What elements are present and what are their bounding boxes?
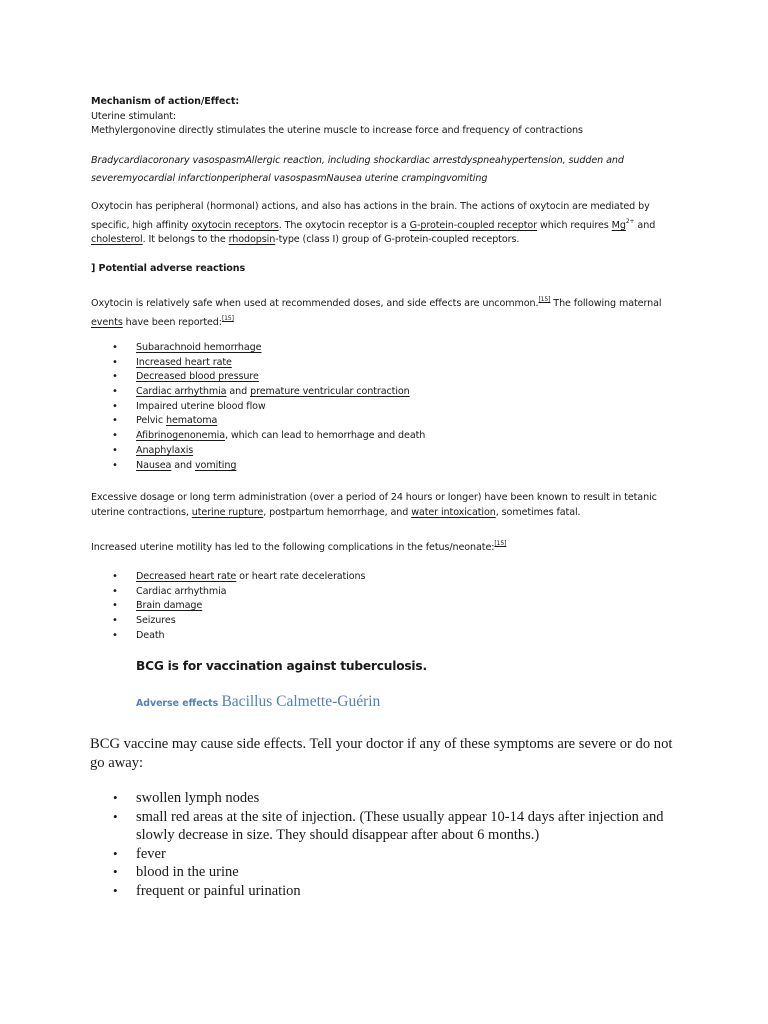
list-item	[90, 614, 365, 629]
list-item-text: Impaired uterine blood flow	[136, 400, 266, 412]
paragraph-text: which requires	[537, 219, 612, 231]
uterine-rupture-link[interactable]: uterine rupture	[191, 506, 264, 518]
list-item	[90, 444, 425, 459]
italic-text: vomiting	[445, 173, 488, 184]
list-item-text: Cardiac arrhythmia	[136, 585, 227, 597]
methylergonovine-adverse-paragraph	[91, 152, 631, 188]
list-item-link[interactable]: Decreased heart rate	[136, 571, 237, 582]
magnesium-link[interactable]: Mg	[611, 219, 626, 231]
water-intoxication-link[interactable]: water intoxication	[411, 506, 496, 518]
list-item-link[interactable]: Cardiac arrhythmia	[136, 386, 227, 398]
list-item-text: and	[226, 386, 251, 398]
italic-text: coronary vasospasm	[147, 155, 246, 166]
paragraph-text: Oxytocin is relatively safe when used at recommended doses, and side effects are uncommon.	[91, 298, 539, 309]
mechanism-line-1: Uterine stimulant:	[91, 110, 176, 122]
citation-link[interactable]: [15]	[221, 314, 234, 322]
list-item-text: Pelvic	[136, 415, 166, 427]
bcg-subheading-small: Adverse effects	[136, 698, 222, 709]
paragraph-text: Increased uterine motility has led to the following complications in the fetus/neonate:	[91, 542, 495, 553]
adverse-reactions-heading: ] Potential adverse reactions	[91, 263, 246, 274]
oxytocin-receptors-link[interactable]: oxytocin receptors	[191, 219, 279, 231]
list-item-link[interactable]: Brain damage	[136, 600, 203, 612]
list-item-text: Seizures	[136, 615, 176, 627]
mechanism-heading: Mechanism of action/Effect:	[91, 96, 240, 107]
italic-text: Nausea	[326, 173, 365, 184]
superscript: 2+	[625, 217, 635, 225]
mechanism-section	[91, 95, 691, 139]
citation-link[interactable]: [15]	[494, 540, 507, 547]
italic-text: dyspnea	[460, 155, 501, 166]
bcg-intro: BCG vaccine may cause side effects. Tell your doctor if any of these symptoms are severe or do not go away:	[90, 736, 673, 771]
italic-text: hypertension	[500, 155, 563, 166]
paragraph-text: The following maternal	[550, 298, 662, 309]
safety-paragraph	[91, 293, 689, 330]
list-item-link[interactable]: vomiting	[194, 459, 237, 471]
italic-text: ardiac arrest	[400, 155, 461, 166]
paragraph-text: -type (class I) group of G-protein-coupled receptors.	[275, 234, 520, 246]
paragraph-text: , postpartum hemorrhage, and	[263, 506, 412, 518]
paragraph-text: Oxytocin has peripheral (hormonal) actions, and also has actions in the brain. The actions of oxytocin are mediated by specific, high affinity	[91, 201, 650, 231]
list-item: • frequent or painful urination	[108, 882, 673, 901]
italic-text: Allergic reaction, including shock	[245, 155, 401, 166]
list-item	[90, 356, 425, 371]
rhodopsin-link[interactable]: rhodopsin	[228, 234, 276, 246]
list-item-link[interactable]: hematoma	[165, 415, 218, 427]
paragraph-text: , sometimes fatal.	[495, 506, 581, 518]
list-item	[90, 385, 425, 400]
list-item: • small red areas at the site of injection. (These usually appear 10-14 days after injection and slowly decrease in size. They should disappear after about 6 months.)	[108, 808, 673, 845]
list-item	[90, 370, 425, 385]
bcg-subheading-large: Bacillus Calmette-Guérin	[221, 693, 381, 710]
dosage-paragraph	[91, 491, 689, 520]
list-item-link[interactable]: Nausea	[136, 459, 172, 471]
citation-link[interactable]: [15]	[538, 296, 551, 303]
list-item	[90, 414, 425, 429]
bcg-symptoms-list	[108, 789, 673, 901]
bcg-subheading	[136, 693, 380, 711]
maternal-events-list	[90, 341, 425, 473]
paragraph-text: and	[634, 219, 656, 231]
italic-text: peripheral vasospasm	[222, 173, 327, 184]
list-item	[90, 570, 365, 585]
list-item	[90, 599, 365, 614]
list-item	[90, 585, 365, 600]
oxytocin-paragraph	[91, 200, 689, 248]
list-item-link[interactable]: Anaphylaxis	[136, 444, 194, 456]
list-item	[90, 459, 425, 474]
list-item-text: , which can lead to hemorrhage and death	[225, 430, 426, 442]
gpcr-link[interactable]: G-protein-coupled receptor	[409, 219, 538, 231]
motility-paragraph	[91, 537, 689, 556]
list-item-text: or heart rate decelerations	[236, 571, 366, 582]
cholesterol-link[interactable]: cholesterol	[91, 234, 143, 246]
list-item: • fever	[108, 845, 673, 864]
fetal-complications-list	[90, 570, 365, 643]
list-item	[90, 629, 365, 644]
events-link[interactable]: events	[91, 316, 123, 328]
list-item-link[interactable]: Subarachnoid hemorrhage	[136, 342, 262, 353]
list-item: • blood in the urine	[108, 863, 673, 882]
italic-text: , sudden and severe	[91, 155, 624, 184]
list-item: • swollen lymph nodes	[108, 789, 673, 808]
paragraph-text: . It belongs to the	[142, 234, 229, 246]
italic-text: myocardial infarction	[122, 173, 223, 184]
list-item-link[interactable]: Increased heart rate	[136, 356, 232, 368]
list-item	[90, 429, 425, 444]
bcg-heading: BCG is for vaccination against tuberculosis.	[136, 659, 427, 673]
paragraph-text: have been reported:	[122, 316, 222, 328]
italic-text: Bradycardia	[91, 155, 148, 166]
list-item-link[interactable]: premature ventricular contraction	[250, 386, 410, 398]
list-item-link[interactable]: Decreased blood pressure	[136, 371, 259, 383]
list-item-text: and	[171, 459, 195, 471]
italic-text: uterine cramping	[364, 173, 446, 184]
list-item	[90, 341, 425, 356]
paragraph-text: Excessive dosage or long term administration (over a period of 24 hours or longer) have been known to result in tetanic uterine contractions,	[91, 492, 657, 518]
list-item-text: Death	[136, 629, 165, 641]
list-item	[90, 400, 425, 415]
paragraph-text: . The oxytocin receptor is a	[278, 219, 410, 231]
list-item-link[interactable]: Afibrinogenonemia	[136, 430, 226, 442]
mechanism-line-2: Methylergonovine directly stimulates the uterine muscle to increase force and frequency of contractions	[91, 125, 583, 137]
